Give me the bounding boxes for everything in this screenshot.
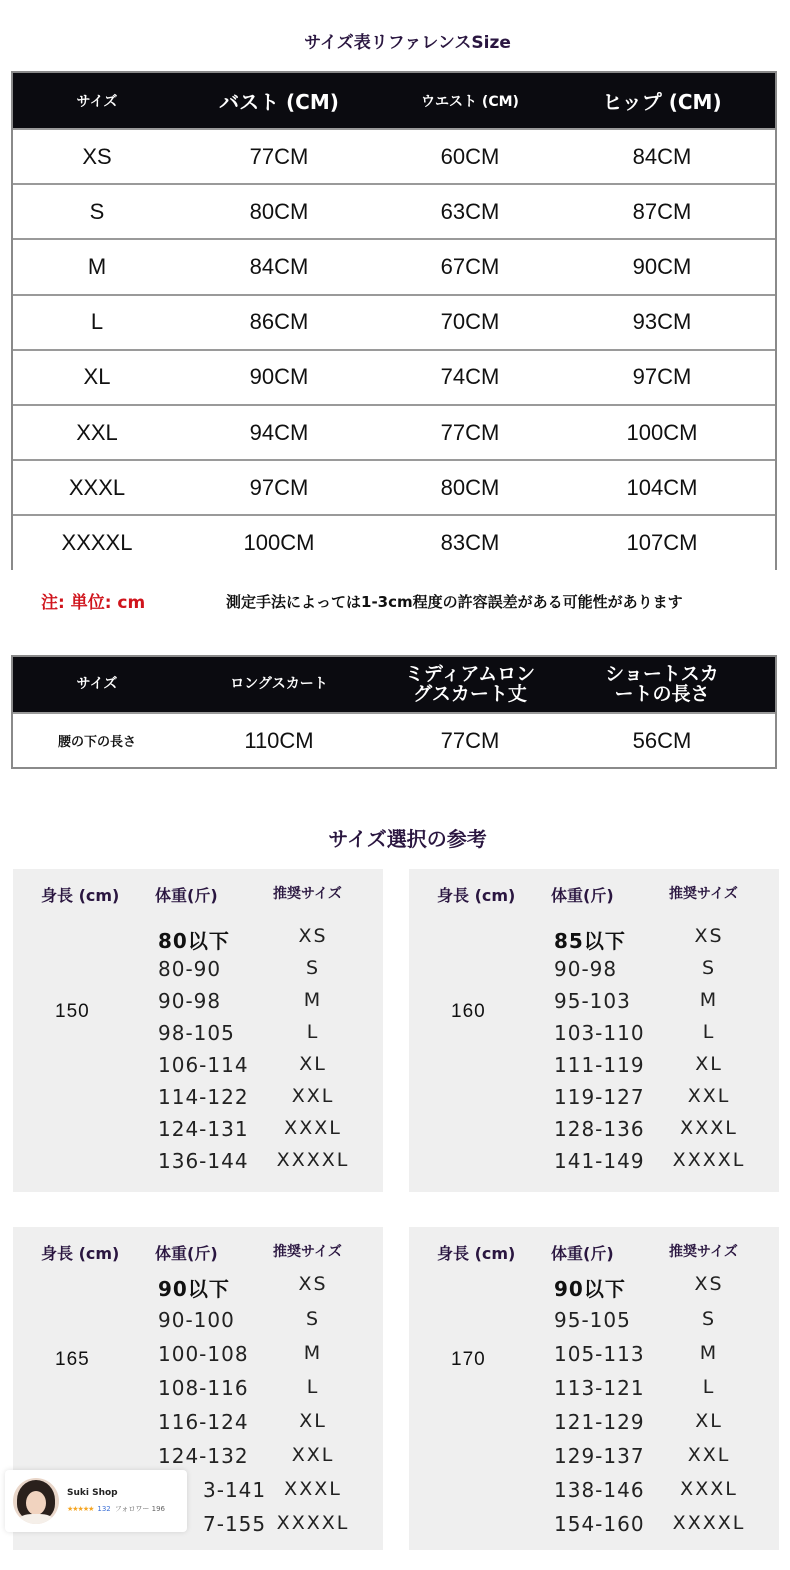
weight-value: 98-105 <box>158 1021 235 1045</box>
recommended-size-value: S <box>701 1308 717 1330</box>
short-skirt-value: 56CM <box>632 727 692 753</box>
hip-cell: 84CM <box>632 143 692 169</box>
length-row <box>13 712 775 767</box>
recommended-size-value: XXL <box>687 1085 731 1107</box>
recommended-size-value: XS <box>298 925 328 947</box>
header-height: 身長 (cm) <box>41 886 120 905</box>
reference-panel-150 <box>13 869 383 1192</box>
weight-value: 138-146 <box>554 1478 645 1502</box>
recommended-size-value: M <box>699 1342 719 1364</box>
shop-badge[interactable] <box>5 1470 187 1532</box>
recommended-size-value: L <box>702 1376 716 1398</box>
weight-value: 108-116 <box>158 1376 249 1400</box>
header-recommended-size: 推奨サイズ <box>669 886 738 902</box>
header-line: ショートスカ <box>605 662 719 685</box>
table-row <box>13 238 775 293</box>
header-bust: バスト (CM) <box>219 90 339 114</box>
recommended-size-value: M <box>699 989 719 1011</box>
size-cell: S <box>89 198 105 224</box>
recommended-size-value: XL <box>695 1410 723 1432</box>
hip-cell: 107CM <box>626 529 698 555</box>
recommended-size-value: XXL <box>291 1444 335 1466</box>
recommended-size-value: XXXL <box>284 1478 342 1500</box>
header-weight: 体重(斤) <box>155 1244 218 1263</box>
table-row <box>13 294 775 349</box>
recommended-size-value: XS <box>298 1273 328 1295</box>
waist-cell: 63CM <box>440 198 500 224</box>
recommended-size-value: XXXL <box>284 1117 342 1139</box>
recommended-size-value: XXXXL <box>672 1149 746 1171</box>
weight-value: 106-114 <box>158 1053 249 1077</box>
weight-value: 121-129 <box>554 1410 645 1434</box>
recommended-size-value: L <box>306 1021 320 1043</box>
bust-cell: 86CM <box>249 309 309 335</box>
size-chart-title: サイズ表リファレンスSize <box>304 33 511 53</box>
weight-value: 90以下 <box>554 1277 626 1301</box>
size-table <box>11 71 777 570</box>
bust-cell: 84CM <box>249 253 309 279</box>
weight-value: 154-160 <box>554 1512 645 1536</box>
size-cell: XXXXL <box>61 529 133 555</box>
weight-value: 128-136 <box>554 1117 645 1141</box>
medium-skirt-value: 77CM <box>440 727 500 753</box>
header-height: 身長 (cm) <box>437 886 516 905</box>
weight-value: 129-137 <box>554 1444 645 1468</box>
long-skirt-value: 110CM <box>244 727 314 753</box>
header-weight: 体重(斤) <box>551 1244 614 1263</box>
header-recommended-size: 推奨サイズ <box>273 1244 342 1260</box>
recommended-size-value: XL <box>299 1410 327 1432</box>
weight-value: 124-131 <box>158 1117 249 1141</box>
bust-cell: 97CM <box>249 474 309 500</box>
weight-value: 119-127 <box>554 1085 645 1109</box>
header-line: ートの長さ <box>614 682 710 705</box>
follower-count: フォロワー 196 <box>114 1505 166 1513</box>
size-cell: XXXL <box>68 474 126 500</box>
weight-value: 114-122 <box>158 1085 249 1109</box>
rating-count: 132 <box>97 1505 111 1513</box>
recommended-size-value: XXL <box>687 1444 731 1466</box>
weight-value: 80以下 <box>158 929 230 953</box>
recommended-size-value: S <box>701 957 717 979</box>
height-value: 160 <box>451 1001 486 1022</box>
size-cell: M <box>87 253 107 279</box>
table-row <box>13 183 775 238</box>
weight-value: 90-98 <box>158 989 222 1013</box>
header-long-skirt: ロングスカート <box>230 676 328 693</box>
table-row <box>13 128 775 183</box>
header-size: サイズ <box>76 676 118 693</box>
weight-value: 7-155 <box>203 1512 267 1536</box>
reference-panel-170 <box>409 1227 779 1550</box>
header-short-skirt <box>563 662 761 705</box>
table-row <box>13 349 775 404</box>
shop-stats <box>67 1504 165 1514</box>
size-table-header <box>13 73 775 128</box>
bust-cell: 77CM <box>249 143 309 169</box>
bust-cell: 90CM <box>249 364 309 390</box>
weight-value: 113-121 <box>554 1376 645 1400</box>
recommended-size-value: XL <box>299 1053 327 1075</box>
hip-cell: 87CM <box>632 198 692 224</box>
weight-value: 90-100 <box>158 1308 235 1332</box>
weight-value: 95-103 <box>554 989 631 1013</box>
bust-cell: 80CM <box>249 198 309 224</box>
recommended-size-value: S <box>305 957 321 979</box>
hip-cell: 90CM <box>632 253 692 279</box>
hip-cell: 93CM <box>632 309 692 335</box>
hip-cell: 104CM <box>626 474 698 500</box>
waist-cell: 80CM <box>440 474 500 500</box>
weight-value: 85以下 <box>554 929 626 953</box>
weight-value: 103-110 <box>554 1021 645 1045</box>
table-row <box>13 459 775 514</box>
unit-note: 注: 単位: cm <box>41 593 146 613</box>
height-value: 165 <box>55 1349 90 1370</box>
header-size: サイズ <box>76 93 118 110</box>
recommended-size-value: XXL <box>291 1085 335 1107</box>
recommended-size-value: XL <box>695 1053 723 1075</box>
size-cell: XS <box>82 143 112 169</box>
header-medium-long-skirt <box>377 662 563 705</box>
recommended-size-value: XS <box>694 925 724 947</box>
length-table <box>11 655 777 769</box>
avatar <box>13 1478 59 1524</box>
recommended-size-value: XXXL <box>680 1478 738 1500</box>
shop-name: Suki Shop <box>67 1488 118 1498</box>
tolerance-note: 測定手法によっては1-3cm程度の許容誤差がある可能性があります <box>226 593 683 611</box>
table-row <box>13 404 775 459</box>
weight-value: 90以下 <box>158 1277 230 1301</box>
recommended-size-value: S <box>305 1308 321 1330</box>
weight-value: 3-141 <box>203 1478 267 1502</box>
header-recommended-size: 推奨サイズ <box>669 1244 738 1260</box>
header-line: ミディアムロン <box>404 662 536 685</box>
bust-cell: 94CM <box>249 419 309 445</box>
header-line: グスカート丈 <box>413 682 527 705</box>
weight-value: 111-119 <box>554 1053 645 1077</box>
header-weight: 体重(斤) <box>551 886 614 905</box>
recommended-size-value: XS <box>694 1273 724 1295</box>
recommended-size-value: M <box>303 989 323 1011</box>
bust-cell: 100CM <box>243 529 315 555</box>
hip-cell: 97CM <box>632 364 692 390</box>
header-hip: ヒップ (CM) <box>602 90 722 114</box>
header-height: 身長 (cm) <box>437 1244 516 1263</box>
weight-value: 136-144 <box>158 1149 249 1173</box>
recommended-size-value: L <box>306 1376 320 1398</box>
waist-cell: 77CM <box>440 419 500 445</box>
weight-value: 95-105 <box>554 1308 631 1332</box>
size-cell: XL <box>83 364 111 390</box>
hip-cell: 100CM <box>626 419 698 445</box>
recommended-size-value: XXXXL <box>672 1512 746 1534</box>
reference-panel-160 <box>409 869 779 1192</box>
recommended-size-value: L <box>702 1021 716 1043</box>
recommended-size-value: XXXL <box>680 1117 738 1139</box>
weight-value: 100-108 <box>158 1342 249 1366</box>
size-cell: XXL <box>76 419 118 445</box>
header-height: 身長 (cm) <box>41 1244 120 1263</box>
header-recommended-size: 推奨サイズ <box>273 886 342 902</box>
weight-value: 105-113 <box>554 1342 645 1366</box>
height-value: 150 <box>55 1001 90 1022</box>
length-table-header <box>13 657 775 712</box>
row-label: 腰の下の長さ <box>57 735 136 750</box>
height-value: 170 <box>451 1349 486 1370</box>
waist-cell: 70CM <box>440 309 500 335</box>
weight-value: 141-149 <box>554 1149 645 1173</box>
waist-cell: 67CM <box>440 253 500 279</box>
waist-cell: 83CM <box>440 529 500 555</box>
weight-value: 124-132 <box>158 1444 249 1468</box>
recommended-size-value: M <box>303 1342 323 1364</box>
weight-value: 116-124 <box>158 1410 249 1434</box>
header-waist: ウエスト (CM) <box>421 93 519 110</box>
recommended-size-value: XXXXL <box>276 1512 350 1534</box>
header-weight: 体重(斤) <box>155 886 218 905</box>
reference-title: サイズ選択の参考 <box>328 827 487 851</box>
weight-value: 80-90 <box>158 957 222 981</box>
star-rating-icon: ★★★★★ <box>67 1505 94 1513</box>
waist-cell: 74CM <box>440 364 500 390</box>
recommended-size-value: XXXXL <box>276 1149 350 1171</box>
size-cell: L <box>90 309 104 335</box>
weight-value: 90-98 <box>554 957 618 981</box>
waist-cell: 60CM <box>440 143 500 169</box>
table-row <box>13 514 775 569</box>
